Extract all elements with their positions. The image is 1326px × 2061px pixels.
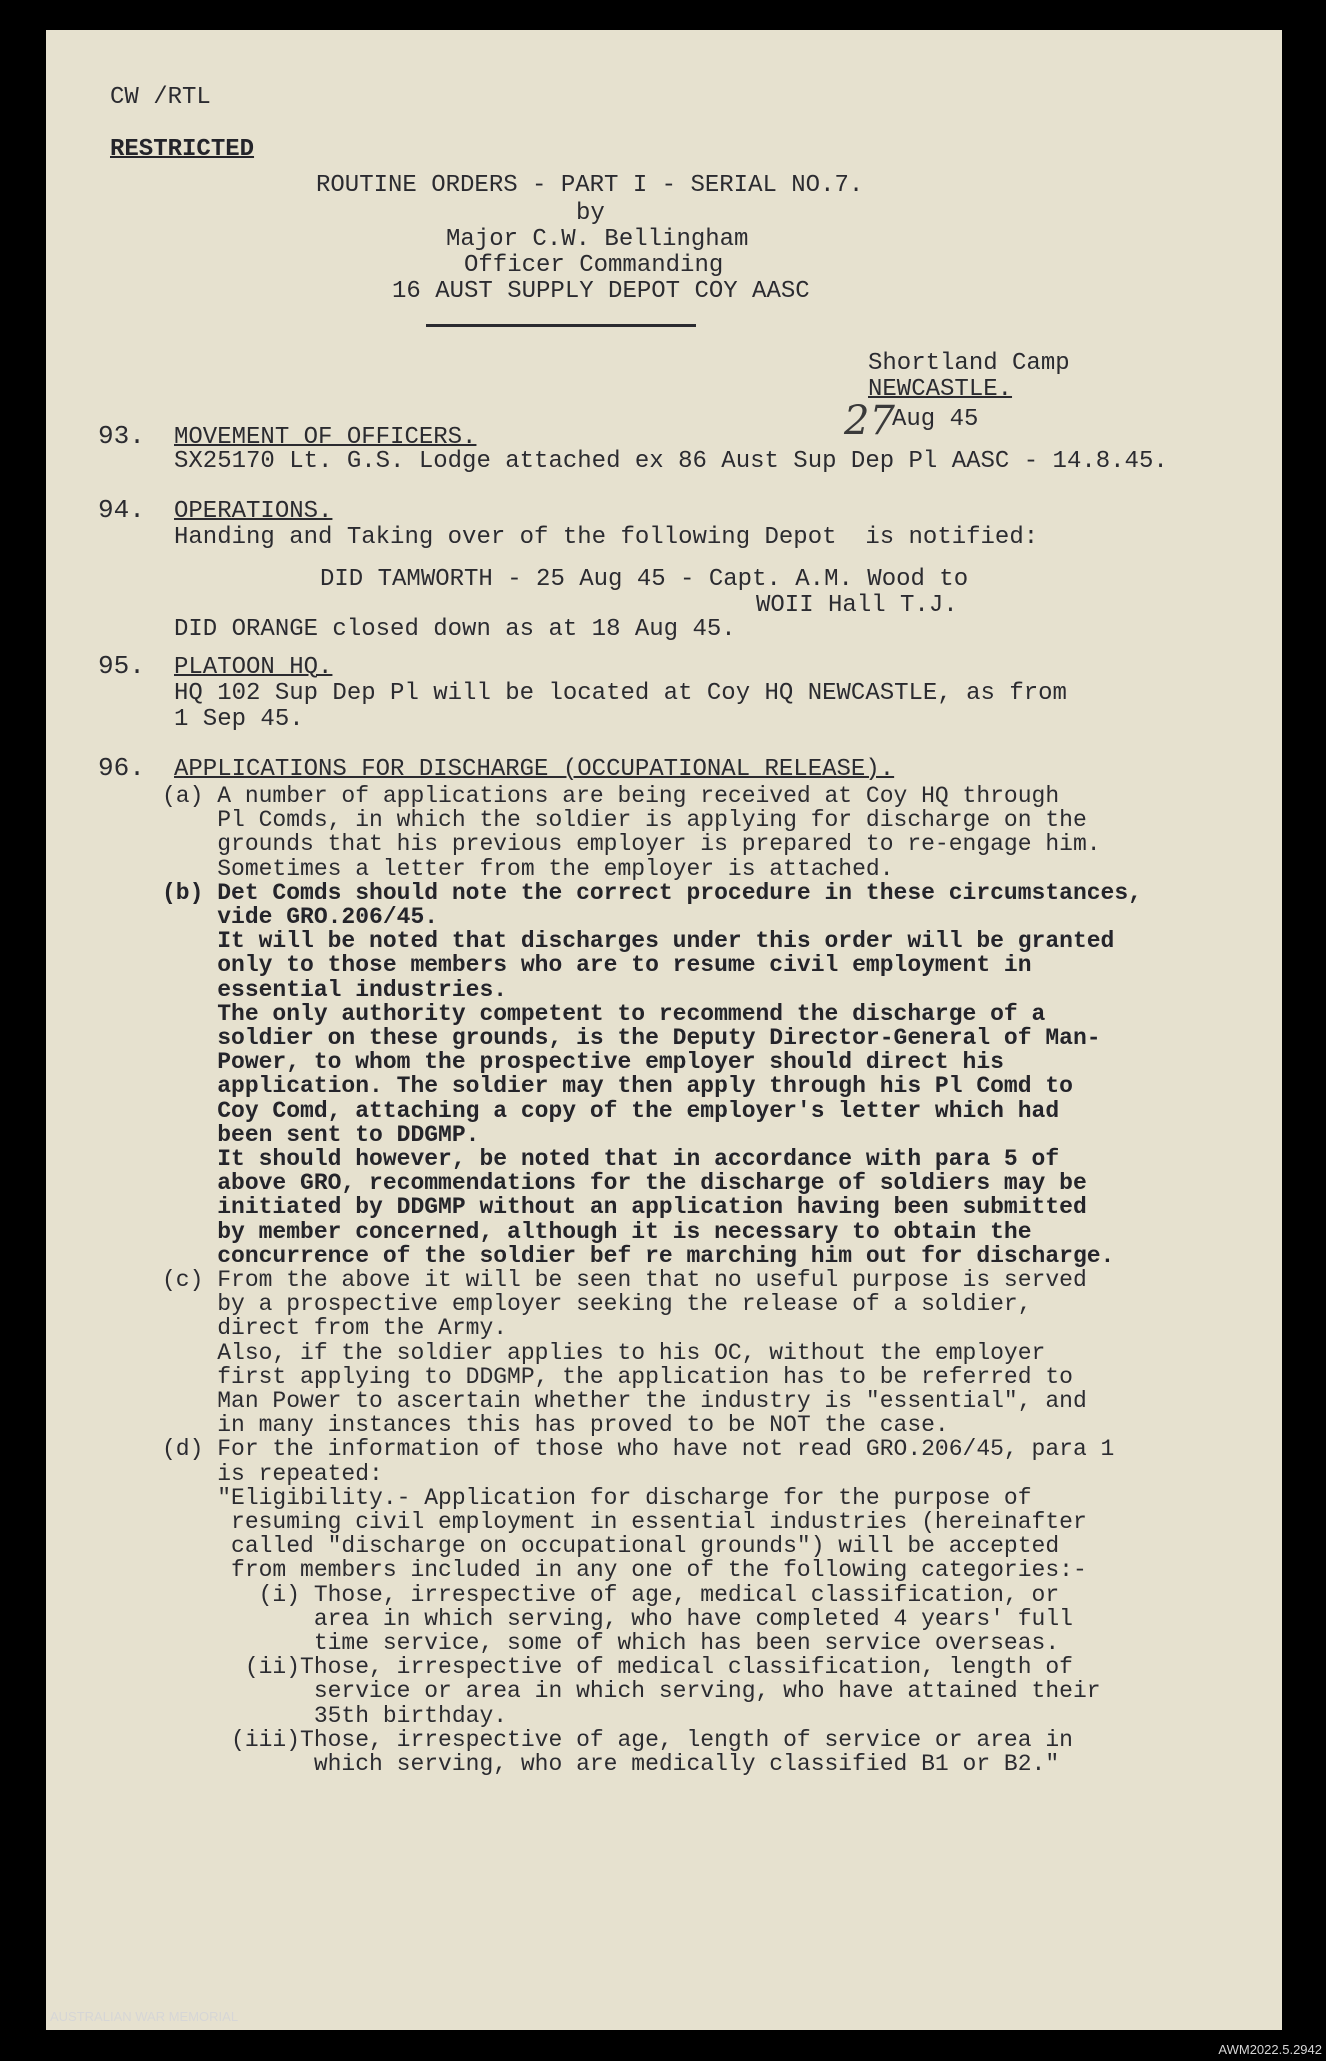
item-96-line: which serving, who are medically classified B1 or B2." <box>162 1751 1060 1777</box>
author-role: Officer Commanding <box>464 252 724 279</box>
item-96-line: time service, some of which has been service overseas. <box>162 1630 1060 1656</box>
order-date: Aug 45 <box>892 406 979 433</box>
item-96-line: Also, if the soldier applies to his OC, without the employer <box>162 1339 1046 1366</box>
item-96-line: (ii)Those, irrespective of medical classification, length of <box>162 1654 1073 1681</box>
item-96-line: Coy Comd, attaching a copy of the employer's letter which had <box>162 1097 1060 1124</box>
unit-name: 16 AUST SUPPLY DEPOT COY AASC <box>392 278 810 305</box>
item-96-line: resuming civil employment in essential industries (hereinafter <box>162 1509 1087 1535</box>
reference-code: CW /RTL <box>110 84 211 111</box>
item-96-line: "Eligibility.- Application for discharge for the purpose of <box>162 1484 1032 1511</box>
item-94-line: Handing and Taking over of the following Depot is notified: <box>174 524 1039 551</box>
item-96-line: above GRO, recommendations for the discharge of soldiers may be <box>162 1170 1087 1197</box>
item-96-line: concurrence of the soldier bef re marching him out for discharge. <box>162 1242 1115 1269</box>
handwritten-day: 27 <box>844 398 895 444</box>
item-93-line: SX25170 Lt. G.S. Lodge attached ex 86 Aust Sup Dep Pl AASC - 14.8.45. <box>174 448 1168 475</box>
item-96-line: The only authority competent to recommend the discharge of a <box>162 1000 1046 1027</box>
item-96-line: It should however, be noted that in accordance with para 5 of <box>162 1146 1060 1172</box>
item-96-line: service or area in which serving, who have attained their <box>162 1678 1101 1705</box>
item-96-line: from members included in any one of the following categories:- <box>162 1557 1087 1584</box>
item-96-line: called "discharge on occupational grounds") will be accepted <box>162 1533 1060 1560</box>
item-96-heading: APPLICATIONS FOR DISCHARGE (OCCUPATIONAL RELEASE). <box>174 756 895 783</box>
item-96-number: 96. <box>98 753 145 783</box>
item-94-line: DID ORANGE closed down as at 18 Aug 45. <box>174 616 736 643</box>
item-94-number: 94. <box>98 495 145 525</box>
item-96-line: is repeated: <box>162 1460 383 1487</box>
item-96-line: application. The soldier may then apply through his Pl Comd to <box>162 1073 1073 1100</box>
item-95-heading: PLATOON HQ. <box>174 654 333 681</box>
item-96-line: by member concerned, although it is necessary to obtain the <box>162 1218 1032 1245</box>
item-96-line: in many instances this has proved to be NOT the case. <box>162 1412 949 1439</box>
item-96-line: essential industries. <box>162 976 508 1003</box>
item-96-line: (b) Det Comds should note the correct procedure in these circumstances, <box>162 879 1142 906</box>
item-95-line: 1 Sep 45. <box>174 706 304 733</box>
item-94-heading: OPERATIONS. <box>174 498 333 525</box>
item-96-line: (i) Those, irrespective of age, medical classification, or <box>162 1581 1060 1608</box>
item-96-line: Man Power to ascertain whether the industry is "essential", and <box>162 1388 1087 1414</box>
item-96-line: 35th birthday. <box>162 1702 508 1729</box>
item-96-line: (iii)Those, irrespective of age, length of service or area in <box>162 1726 1073 1753</box>
item-93-heading: MOVEMENT OF OFFICERS. <box>174 424 477 451</box>
camp-name: Shortland Camp <box>868 350 1070 377</box>
document-title: ROUTINE ORDERS - PART I - SERIAL NO.7. <box>316 172 864 199</box>
title-rule <box>426 324 696 327</box>
item-96-line: (a) A number of applications are being received at Coy HQ through <box>162 783 1060 809</box>
item-96-line: soldier on these grounds, is the Deputy Director-General of Man- <box>162 1025 1101 1051</box>
item-95-number: 95. <box>98 651 145 681</box>
item-96-line: direct from the Army. <box>162 1315 508 1342</box>
item-96-line: Pl Comds, in which the soldier is applying for discharge on the <box>162 807 1087 834</box>
item-96-line: area in which serving, who have completed 4 years' full <box>162 1605 1073 1632</box>
author-name: Major C.W. Bellingham <box>446 226 749 253</box>
item-96-line: grounds that his previous employer is prepared to re-engage him. <box>162 831 1101 858</box>
item-93-number: 93. <box>98 421 145 451</box>
item-96-line: vide GRO.206/45. <box>162 904 439 930</box>
city-name: NEWCASTLE. <box>868 376 1013 403</box>
item-94-line: WOII Hall T.J. <box>756 592 958 619</box>
byline: by <box>576 200 605 227</box>
document-page <box>46 30 1282 2030</box>
footer-credit: AUSTRALIAN WAR MEMORIAL <box>50 2009 239 2024</box>
item-96-line: only to those members who are to resume civil employment in <box>162 952 1032 979</box>
item-95-line: HQ 102 Sup Dep Pl will be located at Coy HQ NEWCASTLE, as from <box>174 680 1067 707</box>
item-96-line: been sent to DDGMP. <box>162 1121 480 1148</box>
item-96-line: first applying to DDGMP, the application has to be referred to <box>162 1363 1073 1390</box>
item-96-line: Sometimes a letter from the employer is attached. <box>162 855 894 882</box>
item-96-line: by a prospective employer seeking the release of a soldier, <box>162 1291 1032 1318</box>
item-94-line: DID TAMWORTH - 25 Aug 45 - Capt. A.M. Wood to <box>320 566 969 593</box>
item-96-line: initiated by DDGMP without an application having been submitted <box>162 1194 1087 1221</box>
item-96-line: Power, to whom the prospective employer should direct his <box>162 1049 1004 1076</box>
item-96-line: (d) For the information of those who have not read GRO.206/45, para 1 <box>162 1436 1115 1463</box>
footer-accession-number: AWM2022.5.2942 <box>1218 2042 1322 2057</box>
item-96-line: (c) From the above it will be seen that no useful purpose is served <box>162 1267 1087 1293</box>
item-96-line: It will be noted that discharges under this order will be granted <box>162 928 1115 955</box>
classification-stamp: RESTRICTED <box>110 136 255 163</box>
